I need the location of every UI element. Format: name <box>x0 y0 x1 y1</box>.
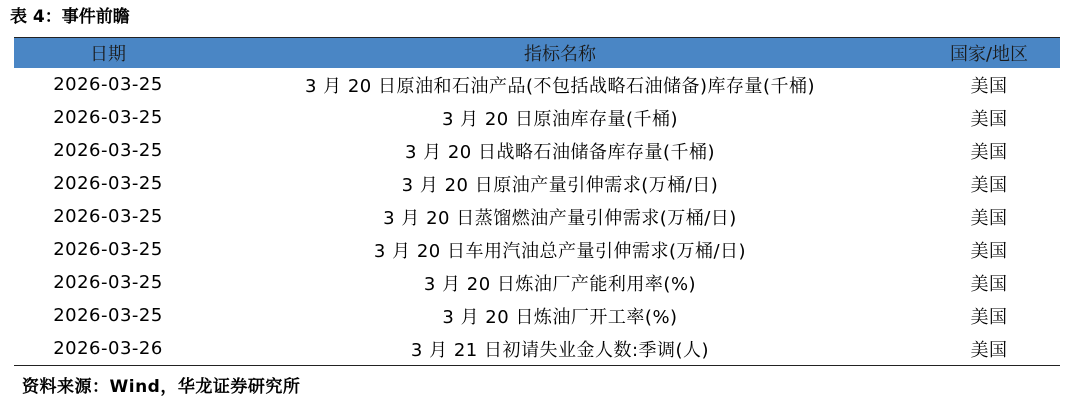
cell-indicator-name: 3 月 20 日原油和石油产品(不包括战略石油储备)库存量(千桶) <box>304 75 816 97</box>
cell-region: 美国 <box>970 75 1008 97</box>
cell-indicator-name: 3 月 20 日原油库存量(千桶) <box>441 108 679 130</box>
table-row <box>14 200 1060 233</box>
cell-indicator-name: 3 月 20 日原油产量引伸需求(万桶/日) <box>401 174 719 196</box>
header-region: 国家/地区 <box>918 38 1060 69</box>
table-row <box>14 332 1060 366</box>
cell-date: 2026-03-26 <box>14 332 202 366</box>
cell-date: 2026-03-25 <box>53 107 163 128</box>
cell-indicator-name: 3 月 20 日战略石油储备库存量(千桶) <box>404 141 716 163</box>
cell-region: 美国 <box>970 174 1008 196</box>
table-header-row <box>14 38 1060 69</box>
header-indicator-name: 指标名称 <box>202 38 918 69</box>
cell-region: 美国 <box>970 108 1008 130</box>
table-row <box>14 266 1060 299</box>
cell-date: 2026-03-25 <box>53 206 163 227</box>
table-row <box>14 233 1060 266</box>
cell-region: 美国 <box>970 141 1008 163</box>
cell-region: 美国 <box>970 207 1008 229</box>
cell-date: 2026-03-25 <box>53 173 163 194</box>
cell-indicator-name: 3 月 20 日车用汽油总产量引伸需求(万桶/日) <box>373 240 747 262</box>
table-row <box>14 134 1060 167</box>
cell-indicator-name: 3 月 21 日初请失业金人数:季调(人) <box>202 332 918 366</box>
cell-date: 2026-03-25 <box>53 272 163 293</box>
table-row <box>14 167 1060 200</box>
cell-region: 美国 <box>918 332 1060 366</box>
cell-date: 2026-03-25 <box>53 239 163 260</box>
header-date: 日期 <box>14 38 202 69</box>
table-row <box>14 101 1060 134</box>
cell-date: 2026-03-25 <box>53 74 163 95</box>
table-caption: 表 4：事件前瞻 <box>10 7 130 27</box>
cell-date: 2026-03-25 <box>53 305 163 326</box>
cell-indicator-name: 3 月 20 日炼油厂产能利用率(%) <box>423 273 697 295</box>
cell-region: 美国 <box>970 273 1008 295</box>
cell-region: 美国 <box>970 306 1008 328</box>
table-row <box>14 299 1060 332</box>
source-note: 资料来源：Wind，华龙证券研究所 <box>22 377 301 397</box>
event-preview-table-container <box>14 37 1060 366</box>
cell-date: 2026-03-25 <box>53 140 163 161</box>
table-row <box>14 68 1060 101</box>
cell-region: 美国 <box>970 240 1008 262</box>
cell-indicator-name: 3 月 20 日炼油厂开工率(%) <box>442 306 678 328</box>
cell-indicator-name: 3 月 20 日蒸馏燃油产量引伸需求(万桶/日) <box>383 207 737 229</box>
event-preview-table <box>14 37 1060 366</box>
